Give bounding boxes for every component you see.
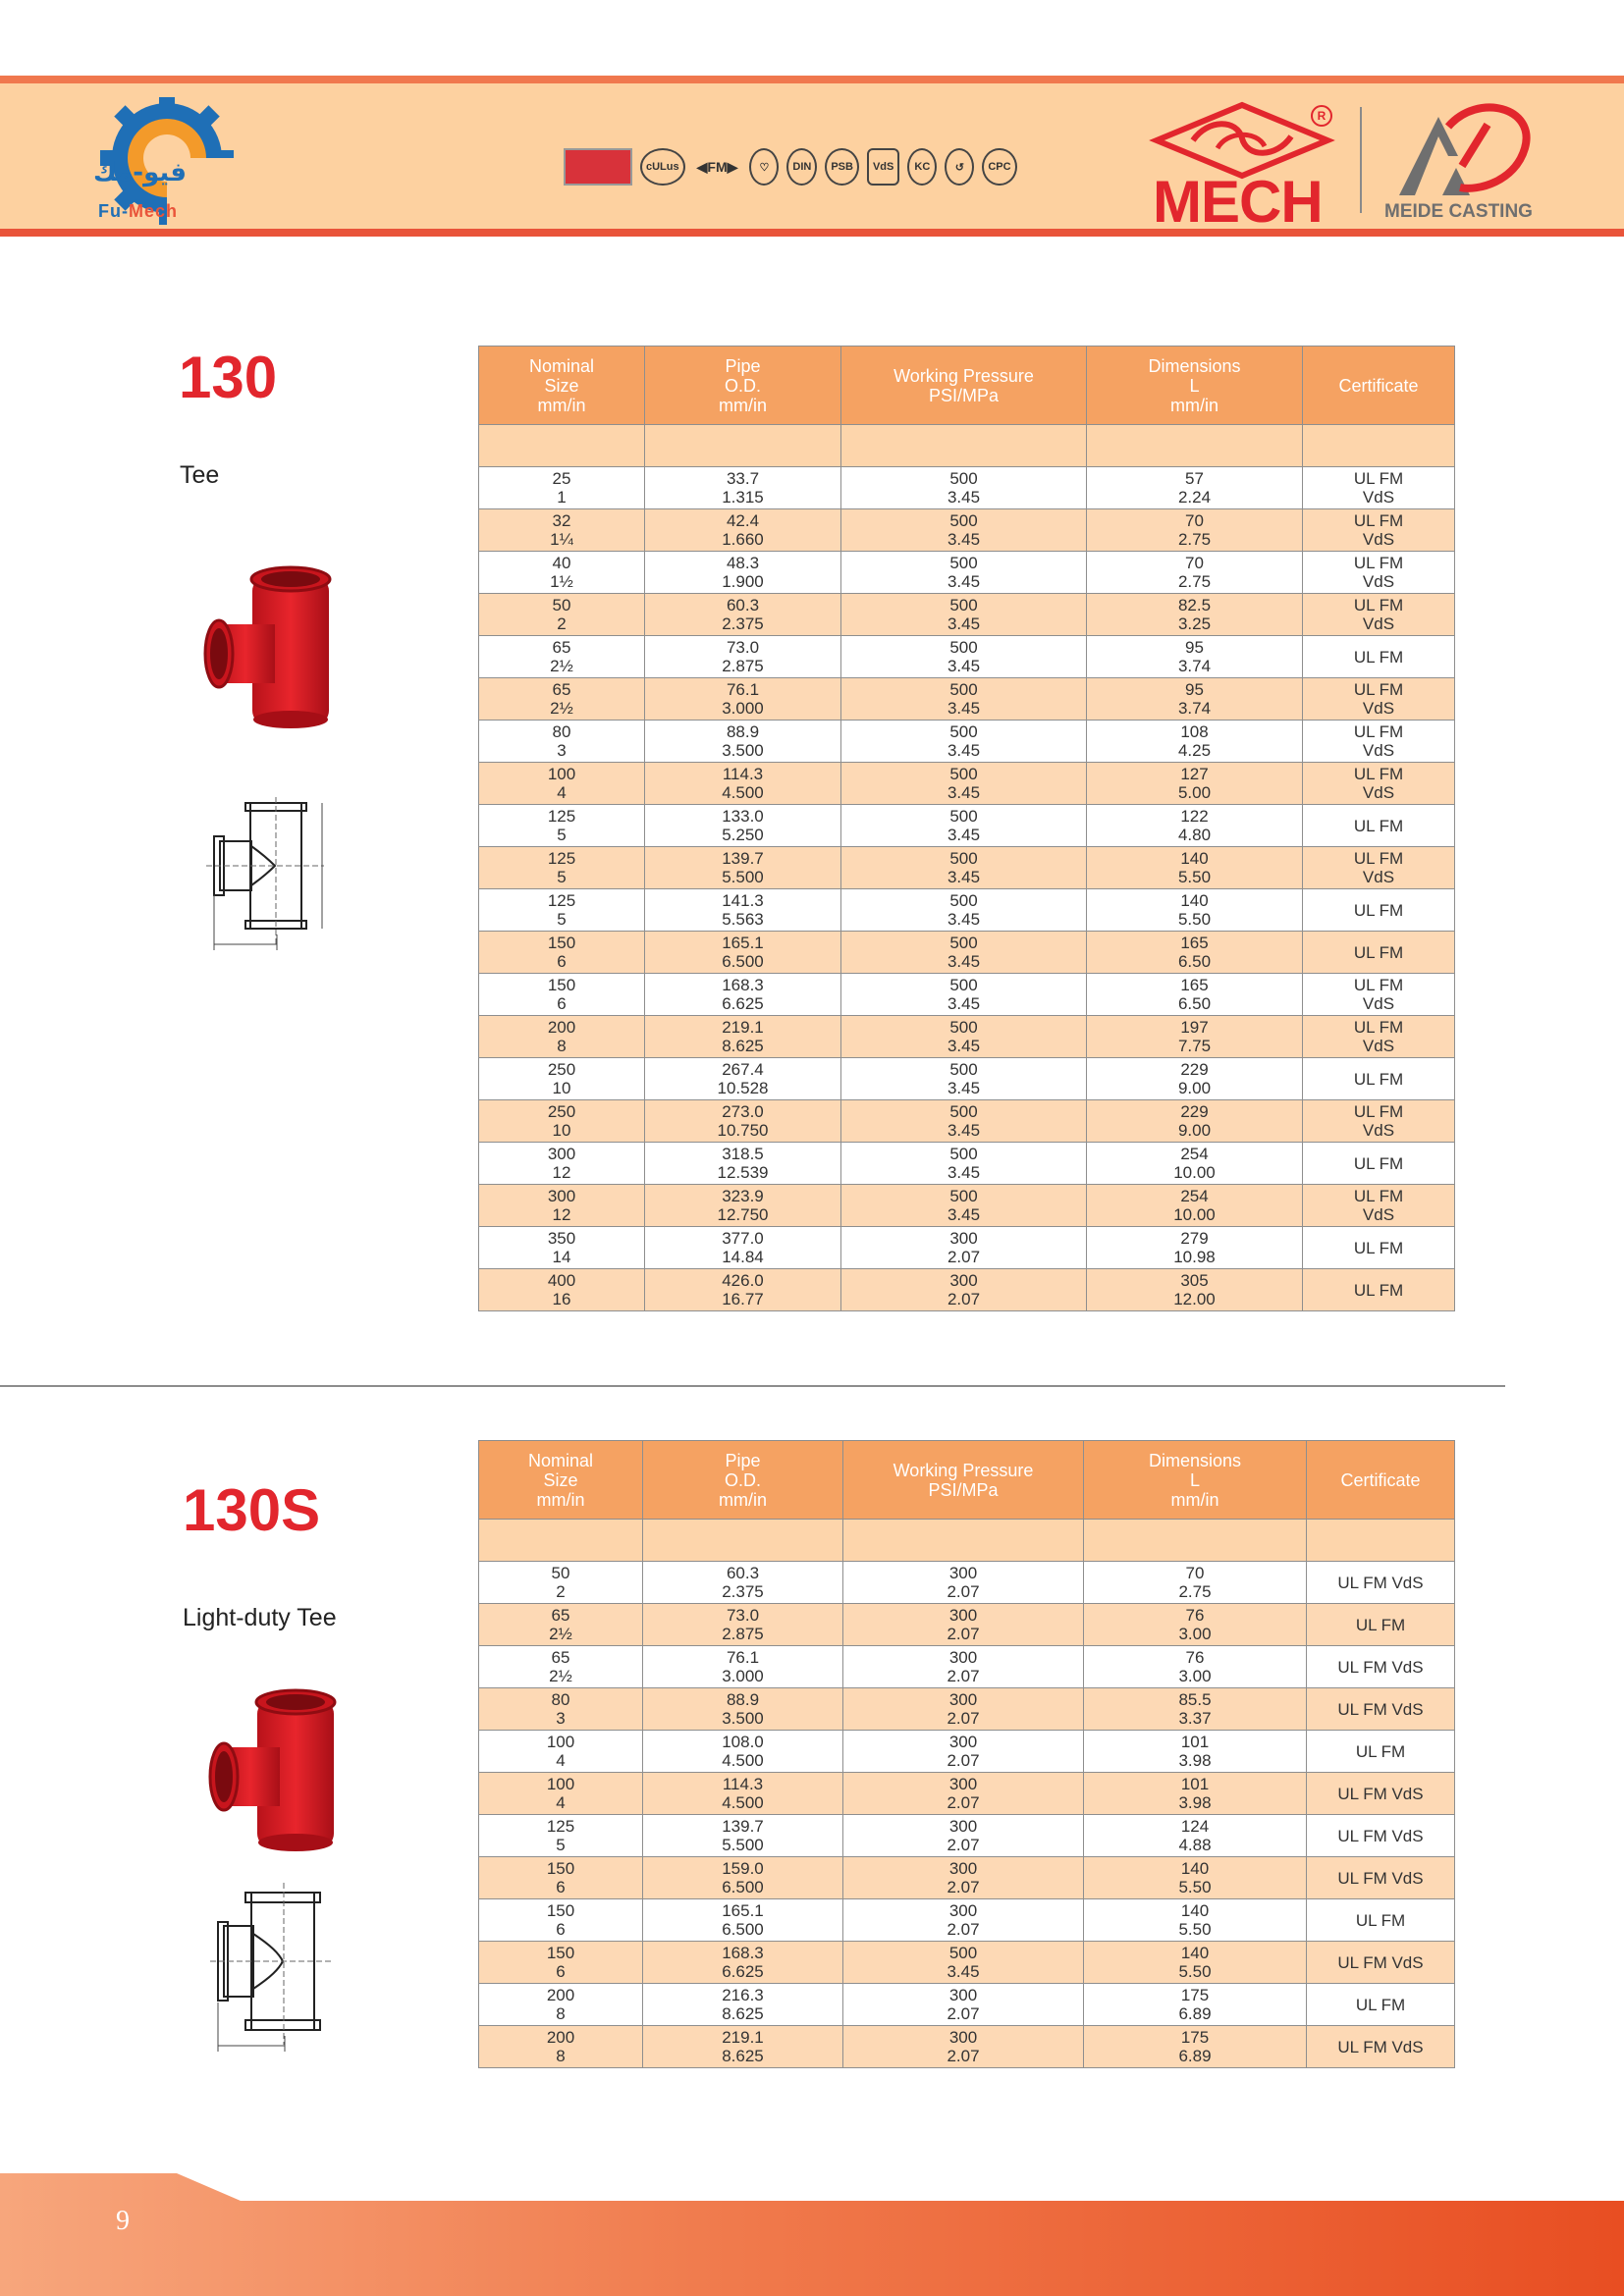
heart-check-icon: ♡ xyxy=(749,148,779,186)
table-cell: 141.3 5.563 xyxy=(645,889,841,932)
table-cell: 65 2½ xyxy=(479,1604,643,1646)
table-cell: 125 5 xyxy=(479,889,645,932)
table-row xyxy=(479,1185,1455,1227)
table-cell: 200 8 xyxy=(479,2026,643,2068)
table-cell: 76 3.00 xyxy=(1084,1604,1307,1646)
table-cell: 125 5 xyxy=(479,847,645,889)
table-cell: 300 2.07 xyxy=(843,1857,1084,1899)
table-cell: UL FM VdS xyxy=(1307,2026,1455,2068)
table-cell: UL FM VdS xyxy=(1303,594,1455,636)
footer-band xyxy=(0,2173,1624,2296)
table-cell: 140 5.50 xyxy=(1087,889,1303,932)
table-cell: 500 3.45 xyxy=(841,1016,1087,1058)
table-cell: 65 2½ xyxy=(479,678,645,721)
table-cell: UL FM xyxy=(1303,1269,1455,1311)
table-cell: 219.1 8.625 xyxy=(645,1016,841,1058)
table-cell: 150 6 xyxy=(479,1899,643,1942)
table-cell: 80 3 xyxy=(479,1688,643,1731)
table-cell: 500 3.45 xyxy=(841,636,1087,678)
table-cell: 114.3 4.500 xyxy=(643,1773,843,1815)
table-cell: UL FM VdS xyxy=(1307,1646,1455,1688)
fu-mech-english-name: Fu-Mech xyxy=(98,201,178,221)
table-cell: 85.5 3.37 xyxy=(1084,1688,1307,1731)
cul-us-listed-icon: cULus xyxy=(640,148,685,186)
model-number-130s: 130S xyxy=(183,1477,321,1543)
table-cell: 350 14 xyxy=(479,1227,645,1269)
table-row xyxy=(479,1815,1455,1857)
table-cell: UL FM VdS xyxy=(1303,1100,1455,1143)
table-row xyxy=(479,1100,1455,1143)
table-cell: 216.3 8.625 xyxy=(643,1984,843,2026)
table-cell: 300 2.07 xyxy=(843,1604,1084,1646)
table-cell: 133.0 5.250 xyxy=(645,805,841,847)
table-cell: 57 2.24 xyxy=(1087,467,1303,509)
table-row xyxy=(479,1562,1455,1604)
table-cell: 168.3 6.625 xyxy=(645,974,841,1016)
table-row xyxy=(479,594,1455,636)
table-cell: 150 6 xyxy=(479,932,645,974)
table-row xyxy=(479,1857,1455,1899)
table-cell: 80 3 xyxy=(479,721,645,763)
certification-logos xyxy=(564,144,1017,189)
table-cell: 300 2.07 xyxy=(843,1688,1084,1731)
table-cell: 25 1 xyxy=(479,467,645,509)
table-cell: 108 4.25 xyxy=(1087,721,1303,763)
table-row xyxy=(479,467,1455,509)
column-header: Nominal Size mm/in xyxy=(479,347,645,425)
table-cell: 140 5.50 xyxy=(1084,1942,1307,1984)
table-cell: 140 5.50 xyxy=(1084,1899,1307,1942)
table-cell: 150 6 xyxy=(479,1857,643,1899)
table-cell: 76 3.00 xyxy=(1084,1646,1307,1688)
column-header: Dimensions L mm/in xyxy=(1084,1441,1307,1520)
table-cell: 100 4 xyxy=(479,1731,643,1773)
table-cell: UL FM xyxy=(1303,1058,1455,1100)
column-header: Working Pressure PSI/MPa xyxy=(841,347,1087,425)
column-header: Pipe O.D. mm/in xyxy=(645,347,841,425)
table-row xyxy=(479,2026,1455,2068)
table-cell: UL FM xyxy=(1303,889,1455,932)
table-header-row xyxy=(479,1441,1455,1520)
table-cell: 500 3.45 xyxy=(841,1100,1087,1143)
table-cell: 124 4.88 xyxy=(1084,1815,1307,1857)
tee-130s-spec-table xyxy=(478,1440,1455,2068)
table-cell: 318.5 12.539 xyxy=(645,1143,841,1185)
table-row xyxy=(479,1773,1455,1815)
table-cell: 32 1¼ xyxy=(479,509,645,552)
table-cell: 500 3.45 xyxy=(841,509,1087,552)
circle-mark-icon: ↺ xyxy=(945,148,974,186)
registered-mark: R xyxy=(1311,105,1332,127)
table-cell: 150 6 xyxy=(479,1942,643,1984)
table-cell: 500 3.45 xyxy=(843,1942,1084,1984)
table-cell: UL FM xyxy=(1303,932,1455,974)
table-row xyxy=(479,1604,1455,1646)
table-row xyxy=(479,1646,1455,1688)
table-cell: 300 2.07 xyxy=(841,1227,1087,1269)
table-cell: 50 2 xyxy=(479,594,645,636)
table-cell: 100 4 xyxy=(479,1773,643,1815)
table-cell: 300 2.07 xyxy=(841,1269,1087,1311)
table-cell: 175 6.89 xyxy=(1084,1984,1307,2026)
table-cell: 279 10.98 xyxy=(1087,1227,1303,1269)
table-cell: 65 2½ xyxy=(479,636,645,678)
table-cell: 125 5 xyxy=(479,805,645,847)
table-cell: 165 6.50 xyxy=(1087,932,1303,974)
table-cell: 140 5.50 xyxy=(1084,1857,1307,1899)
meide-casting-logo-icon xyxy=(1380,97,1537,205)
table-row xyxy=(479,1058,1455,1100)
table-row xyxy=(479,1984,1455,2026)
table-cell: 500 3.45 xyxy=(841,552,1087,594)
table-cell: 159.0 6.500 xyxy=(643,1857,843,1899)
table-cell: 250 10 xyxy=(479,1100,645,1143)
table-cell: 300 12 xyxy=(479,1143,645,1185)
tee-130-spec-table xyxy=(478,346,1455,1311)
table-cell: 101 3.98 xyxy=(1084,1731,1307,1773)
table-cell: 197 7.75 xyxy=(1087,1016,1303,1058)
table-row xyxy=(479,889,1455,932)
table-cell: 500 3.45 xyxy=(841,1058,1087,1100)
table-cell: 95 3.74 xyxy=(1087,678,1303,721)
table-cell: 300 2.07 xyxy=(843,1899,1084,1942)
table-cell: 95 3.74 xyxy=(1087,636,1303,678)
table-cell: 500 3.45 xyxy=(841,678,1087,721)
table-cell: 175 6.89 xyxy=(1084,2026,1307,2068)
table-cell: 300 2.07 xyxy=(843,1646,1084,1688)
table-cell: UL FM xyxy=(1307,1604,1455,1646)
table-cell: UL FM VdS xyxy=(1303,763,1455,805)
kc-icon: KC xyxy=(907,148,937,186)
table-cell: 50 2 xyxy=(479,1562,643,1604)
table-cell: 500 3.45 xyxy=(841,1143,1087,1185)
fm-approved-icon: ◀FM▶ xyxy=(696,158,738,175)
table-cell: 76.1 3.000 xyxy=(643,1646,843,1688)
table-cell: 500 3.45 xyxy=(841,974,1087,1016)
table-row xyxy=(479,1227,1455,1269)
light-duty-tee-technical-drawing xyxy=(210,1883,338,2055)
table-row xyxy=(479,932,1455,974)
table-row xyxy=(479,721,1455,763)
tee-technical-drawing xyxy=(206,797,334,954)
table-cell: 70 2.75 xyxy=(1087,552,1303,594)
table-cell: 300 2.07 xyxy=(843,1731,1084,1773)
table-cell: 300 2.07 xyxy=(843,1773,1084,1815)
table-row xyxy=(479,1143,1455,1185)
table-cell: 70 2.75 xyxy=(1084,1562,1307,1604)
table-cell: UL FM VdS xyxy=(1307,1857,1455,1899)
table-cell: UL FM VdS xyxy=(1307,1815,1455,1857)
table-cell: 165.1 6.500 xyxy=(645,932,841,974)
table-cell: 305 12.00 xyxy=(1087,1269,1303,1311)
table-cell: 200 8 xyxy=(479,1984,643,2026)
vds-icon: VdS xyxy=(867,148,899,186)
page-number: 9 xyxy=(116,2206,130,2236)
table-cell: UL FM VdS xyxy=(1307,1773,1455,1815)
table-cell: UL FM VdS xyxy=(1303,678,1455,721)
psb-icon: PSB xyxy=(825,148,859,186)
table-cell: 323.9 12.750 xyxy=(645,1185,841,1227)
product-description-tee: Tee xyxy=(180,461,220,489)
header-band xyxy=(0,76,1624,237)
table-cell: 500 3.45 xyxy=(841,805,1087,847)
header-divider xyxy=(1360,107,1362,213)
table-cell: 65 2½ xyxy=(479,1646,643,1688)
table-cell: 82.5 3.25 xyxy=(1087,594,1303,636)
header-spacer-row xyxy=(479,425,1455,467)
table-cell: 150 6 xyxy=(479,974,645,1016)
table-cell: 40 1½ xyxy=(479,552,645,594)
column-header: Pipe O.D. mm/in xyxy=(643,1441,843,1520)
table-cell: 33.7 1.315 xyxy=(645,467,841,509)
table-cell: UL FM xyxy=(1307,1731,1455,1773)
table-cell: 73.0 2.875 xyxy=(645,636,841,678)
table-cell: 165.1 6.500 xyxy=(643,1899,843,1942)
table-cell: 114.3 4.500 xyxy=(645,763,841,805)
column-header: Nominal Size mm/in xyxy=(479,1441,643,1520)
table-row xyxy=(479,1688,1455,1731)
table-cell: 250 10 xyxy=(479,1058,645,1100)
table-cell: 48.3 1.900 xyxy=(645,552,841,594)
table-cell: UL FM VdS xyxy=(1307,1562,1455,1604)
table-cell: 500 3.45 xyxy=(841,1185,1087,1227)
fu-mech-arabic-name: فيو-مك xyxy=(93,158,188,187)
table-row xyxy=(479,847,1455,889)
table-cell: UL FM VdS xyxy=(1303,552,1455,594)
header-spacer-row xyxy=(479,1520,1455,1562)
table-cell: 122 4.80 xyxy=(1087,805,1303,847)
table-cell: 76.1 3.000 xyxy=(645,678,841,721)
table-cell: 500 3.45 xyxy=(841,889,1087,932)
table-cell: 88.9 3.500 xyxy=(643,1688,843,1731)
table-cell: 400 16 xyxy=(479,1269,645,1311)
mech-brand-name: MECH xyxy=(1153,169,1323,235)
table-row xyxy=(479,509,1455,552)
din-dvgw-icon: DIN xyxy=(786,148,817,186)
table-row xyxy=(479,1942,1455,1984)
red-tee-fitting-photo xyxy=(201,558,339,734)
table-cell: 108.0 4.500 xyxy=(643,1731,843,1773)
table-cell: 127 5.00 xyxy=(1087,763,1303,805)
table-cell: UL FM xyxy=(1307,1984,1455,2026)
table-cell: 300 2.07 xyxy=(843,1815,1084,1857)
table-cell: 300 2.07 xyxy=(843,1562,1084,1604)
column-header: Certificate xyxy=(1303,347,1455,425)
table-cell: 125 5 xyxy=(479,1815,643,1857)
table-row xyxy=(479,1016,1455,1058)
table-cell: UL FM xyxy=(1307,1899,1455,1942)
table-cell: 254 10.00 xyxy=(1087,1185,1303,1227)
column-header: Certificate xyxy=(1307,1441,1455,1520)
table-cell: 200 8 xyxy=(479,1016,645,1058)
table-cell: 73.0 2.875 xyxy=(643,1604,843,1646)
table-cell: 500 3.45 xyxy=(841,932,1087,974)
table-cell: 60.3 2.375 xyxy=(643,1562,843,1604)
table-cell: 500 3.45 xyxy=(841,763,1087,805)
table-cell: 165 6.50 xyxy=(1087,974,1303,1016)
table-cell: 426.0 16.77 xyxy=(645,1269,841,1311)
column-header: Dimensions L mm/in xyxy=(1087,347,1303,425)
table-cell: UL FM VdS xyxy=(1303,1016,1455,1058)
table-cell: 300 2.07 xyxy=(843,2026,1084,2068)
table-cell: UL FM VdS xyxy=(1303,1185,1455,1227)
table-row xyxy=(479,1899,1455,1942)
table-cell: 500 3.45 xyxy=(841,847,1087,889)
table-cell: UL FM VdS xyxy=(1307,1688,1455,1731)
model-number-130: 130 xyxy=(179,345,278,410)
table-cell: 101 3.98 xyxy=(1084,1773,1307,1815)
table-cell: UL FM VdS xyxy=(1303,509,1455,552)
table-cell: 88.9 3.500 xyxy=(645,721,841,763)
table-cell: UL FM xyxy=(1303,1227,1455,1269)
table-cell: 168.3 6.625 xyxy=(643,1942,843,1984)
table-cell: 42.4 1.660 xyxy=(645,509,841,552)
table-cell: 300 2.07 xyxy=(843,1984,1084,2026)
table-cell: UL FM VdS xyxy=(1307,1942,1455,1984)
table-row xyxy=(479,1731,1455,1773)
table-cell: 500 3.45 xyxy=(841,721,1087,763)
table-cell: 229 9.00 xyxy=(1087,1100,1303,1143)
table-cell: UL FM VdS xyxy=(1303,467,1455,509)
table-cell: UL FM VdS xyxy=(1303,847,1455,889)
table-cell: 139.7 5.500 xyxy=(643,1815,843,1857)
flag-badge-icon xyxy=(564,148,632,186)
table-cell: 254 10.00 xyxy=(1087,1143,1303,1185)
red-light-duty-tee-photo xyxy=(206,1681,344,1857)
column-header: Working Pressure PSI/MPa xyxy=(843,1441,1084,1520)
table-row xyxy=(479,974,1455,1016)
section-divider xyxy=(0,1385,1505,1387)
table-cell: 377.0 14.84 xyxy=(645,1227,841,1269)
table-cell: 60.3 2.375 xyxy=(645,594,841,636)
table-cell: 500 3.45 xyxy=(841,594,1087,636)
table-row xyxy=(479,552,1455,594)
table-row xyxy=(479,763,1455,805)
table-cell: 140 5.50 xyxy=(1087,847,1303,889)
table-header-row xyxy=(479,347,1455,425)
table-cell: 267.4 10.528 xyxy=(645,1058,841,1100)
table-cell: 139.7 5.500 xyxy=(645,847,841,889)
table-cell: 273.0 10.750 xyxy=(645,1100,841,1143)
table-cell: 219.1 8.625 xyxy=(643,2026,843,2068)
table-cell: UL FM VdS xyxy=(1303,974,1455,1016)
table-cell: 229 9.00 xyxy=(1087,1058,1303,1100)
table-cell: UL FM xyxy=(1303,1143,1455,1185)
table-cell: 70 2.75 xyxy=(1087,509,1303,552)
table-cell: UL FM xyxy=(1303,805,1455,847)
cpc-icon: CPC xyxy=(982,148,1016,186)
table-cell: UL FM xyxy=(1303,636,1455,678)
meide-casting-name: MEIDE CASTING xyxy=(1384,201,1533,222)
table-cell: UL FM VdS xyxy=(1303,721,1455,763)
table-row xyxy=(479,636,1455,678)
table-row xyxy=(479,1269,1455,1311)
table-row xyxy=(479,805,1455,847)
table-row xyxy=(479,678,1455,721)
table-cell: 300 12 xyxy=(479,1185,645,1227)
table-cell: 500 3.45 xyxy=(841,467,1087,509)
table-cell: 100 4 xyxy=(479,763,645,805)
product-description-light-duty-tee: Light-duty Tee xyxy=(183,1604,337,1631)
